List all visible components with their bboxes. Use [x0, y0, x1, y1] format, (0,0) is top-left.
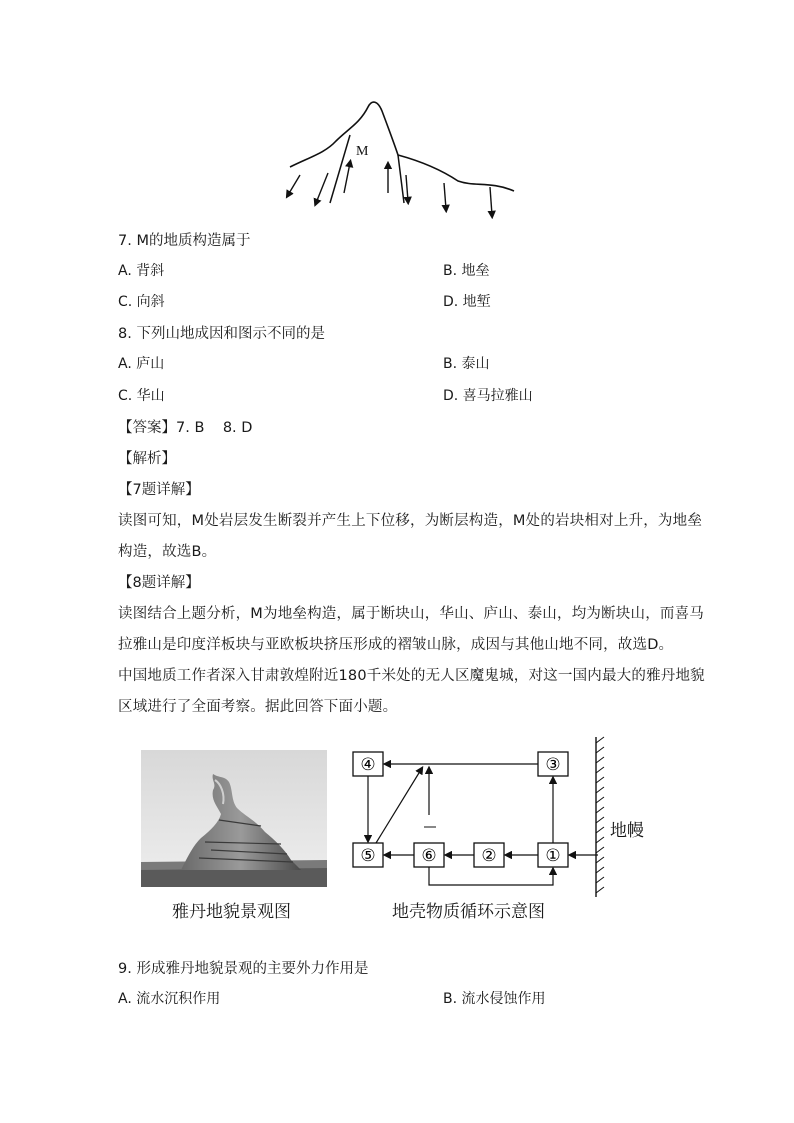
q9-option-a[interactable]: A. 流水沉积作用	[118, 991, 221, 1007]
q7-option-b[interactable]: B. 地垒	[443, 263, 490, 279]
answer-line	[118, 416, 252, 437]
answer-text: 7. B 8. D	[176, 420, 253, 436]
box-5	[353, 843, 383, 867]
box-2-label: ②	[481, 846, 497, 866]
q7-option-d[interactable]: D. 地堑	[443, 294, 491, 310]
detail-8-line-1: 读图结合上题分析，M为地垒构造，属于断块山，华山、庐山、泰山，均为断块山，而喜马	[118, 606, 705, 622]
box-6	[414, 843, 444, 867]
q8-option-b[interactable]: B. 泰山	[443, 356, 490, 372]
box-1	[538, 843, 568, 867]
detail-7-line-2: 构造，故选B。	[118, 544, 217, 560]
box-3-label: ③	[545, 755, 561, 775]
fault-block-diagram	[270, 95, 530, 220]
box-1-label: ①	[545, 846, 561, 866]
box-4-label: ④	[360, 755, 376, 775]
question-7-stem: 7. M的地质构造属于	[118, 233, 251, 249]
answer-label: 【答案】	[118, 420, 176, 436]
q8-option-c[interactable]: C. 华山	[118, 388, 165, 404]
detail-7-line-1: 读图可知，M处岩层发生断裂并产生上下位移，为断层构造，M处的岩块相对上升，为地垒	[118, 513, 703, 529]
box-3	[538, 752, 568, 776]
box-5-label: ⑤	[360, 846, 376, 866]
question-8-stem: 8. 下列山地成因和图示不同的是	[118, 326, 325, 342]
fault-label-m: M	[356, 144, 369, 159]
q8-option-d[interactable]: D. 喜马拉雅山	[443, 388, 533, 404]
yardang-photo	[141, 750, 327, 887]
q8-option-a[interactable]: A. 庐山	[118, 356, 165, 372]
rock-cycle-diagram	[340, 735, 670, 905]
intro-line-1: 中国地质工作者深入甘肃敦煌附近180千米处的无人区魔鬼城，对这一国内最大的雅丹地貌	[118, 668, 705, 684]
photo-caption: 雅丹地貌景观图	[172, 902, 291, 922]
q9-option-b[interactable]: B. 流水侵蚀作用	[443, 991, 546, 1007]
question-9-stem: 9. 形成雅丹地貌景观的主要外力作用是	[118, 961, 369, 977]
box-6-label: ⑥	[421, 846, 437, 866]
box-2	[474, 843, 504, 867]
diagram-caption: 地壳物质循环示意图	[392, 902, 545, 922]
detail-7-title: 【7题详解】	[118, 482, 200, 498]
analysis-label: 【解析】	[118, 451, 176, 467]
detail-8-title: 【8题详解】	[118, 575, 200, 591]
box-4	[353, 752, 383, 776]
detail-8-line-2: 拉雅山是印度洋板块与亚欧板块挤压形成的褶皱山脉，成因与其他山地不同，故选D。	[118, 637, 674, 653]
q7-option-c[interactable]: C. 向斜	[118, 294, 165, 310]
q7-option-a[interactable]: A. 背斜	[118, 263, 165, 279]
intro-line-2: 区域进行了全面考察。据此回答下面小题。	[118, 699, 398, 715]
mantle-label: 地幔	[610, 821, 644, 841]
